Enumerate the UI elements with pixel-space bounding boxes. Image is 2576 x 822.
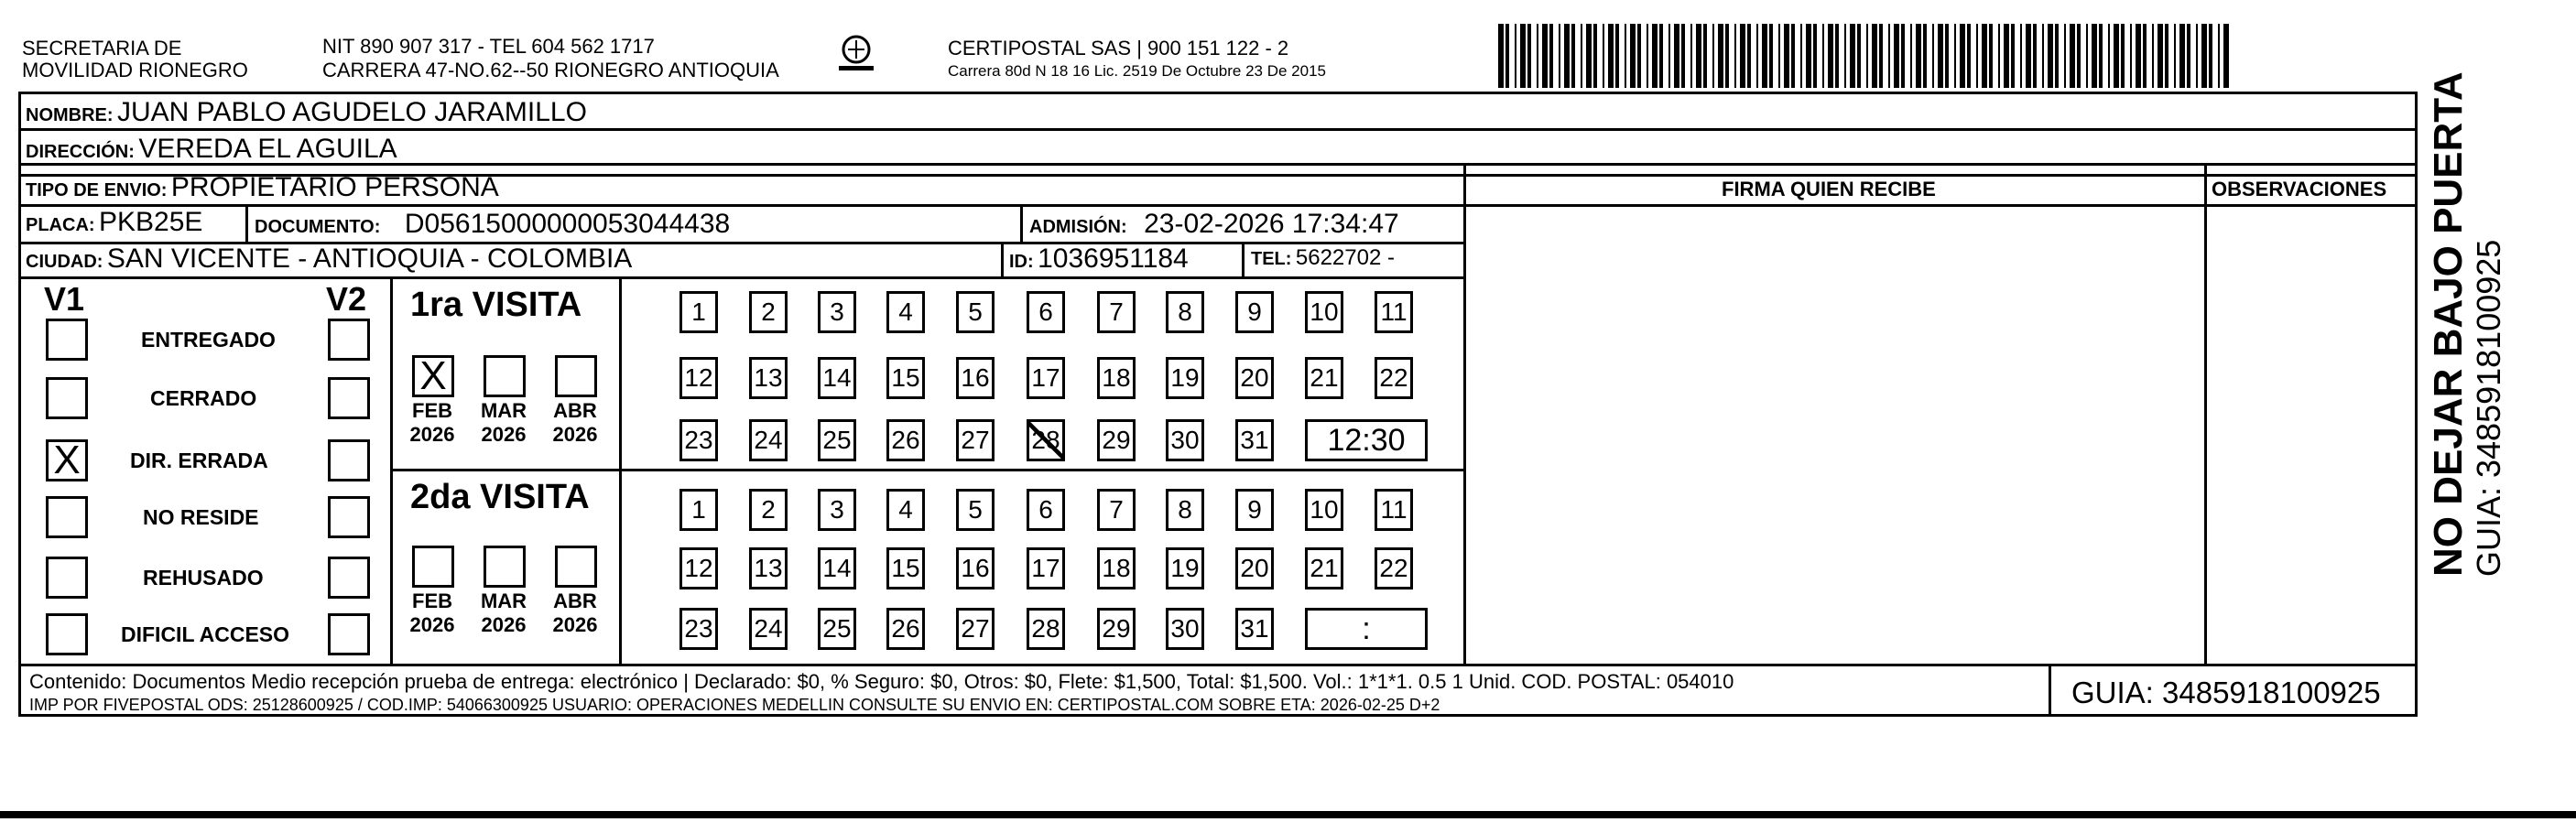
second-visit-day-box[interactable]: 23	[679, 608, 718, 650]
side-warning: NO DEJAR BAJO PUERTA	[2426, 71, 2471, 577]
first-visit-day-box[interactable]: 25	[818, 419, 856, 461]
v1-checkbox[interactable]: X	[46, 439, 88, 481]
first-visit-day-box[interactable]: 10	[1305, 291, 1343, 333]
month-checkbox-abr[interactable]	[555, 546, 597, 588]
observaciones-header: OBSERVACIONES	[2212, 178, 2387, 200]
tel-cell	[1251, 245, 1395, 271]
second-visit-day-box[interactable]: 29	[1097, 608, 1136, 650]
placa-value: PKB25E	[99, 207, 203, 237]
month-checkbox-feb[interactable]	[412, 546, 454, 588]
first-visit-day-box[interactable]: 26	[886, 419, 925, 461]
side-guia: GUIA: 3485918100925	[2470, 239, 2507, 577]
month-checkbox-feb[interactable]: X	[412, 355, 454, 397]
v2-checkbox[interactable]	[328, 557, 370, 599]
status-label: REHUSADO	[143, 566, 264, 589]
second-visit-day-box[interactable]: 1	[679, 489, 718, 531]
second-visit-day-box[interactable]: 25	[818, 608, 856, 650]
month-label: MAR	[480, 589, 527, 612]
tipo-value: PROPIETARIO PERSONA	[170, 172, 499, 202]
month-checkbox-abr[interactable]	[555, 355, 597, 397]
documento-label: DOCUMENTO:	[255, 217, 381, 237]
second-visit-day-box[interactable]: 5	[956, 489, 995, 531]
second-visit-day-box[interactable]: 3	[818, 489, 856, 531]
side-vertical-text	[2426, 71, 2518, 577]
first-visit-day-box[interactable]: 29	[1097, 419, 1136, 461]
first-visit-day-box[interactable]: 3	[818, 291, 856, 333]
address-line: CARRERA 47-NO.62--50 RIONEGRO ANTIOQUIA	[322, 59, 779, 81]
id-value: 1036951184	[1038, 243, 1189, 274]
first-visit-day-box[interactable]: 21	[1305, 357, 1343, 399]
second-visit-day-box[interactable]: 10	[1305, 489, 1343, 531]
company-line: CERTIPOSTAL SAS | 900 151 122 - 2	[948, 37, 1289, 59]
month-label: MAR	[480, 399, 527, 422]
sender-line-2: MOVILIDAD RIONEGRO	[22, 59, 248, 81]
first-visit-day-box[interactable]: 4	[886, 291, 925, 333]
tel-label: TEL:	[1251, 249, 1292, 269]
first-visit-title: 1ra VISITA	[410, 286, 582, 324]
status-label: NO RESIDE	[143, 505, 259, 529]
second-visit-day-box[interactable]: 21	[1305, 547, 1343, 589]
barcode	[1498, 24, 2231, 88]
second-visit-day-box[interactable]: 4	[886, 489, 925, 531]
id-cell	[1009, 243, 1189, 275]
status-label: DIFICIL ACCESO	[121, 622, 290, 646]
year-label: 2026	[409, 613, 455, 636]
second-visit-day-box[interactable]: 14	[818, 547, 856, 589]
first-visit-day-box[interactable]: 20	[1235, 357, 1274, 399]
ciudad-value: SAN VICENTE - ANTIOQUIA - COLOMBIA	[106, 243, 633, 274]
second-visit-title: 2da VISITA	[410, 478, 590, 516]
first-visit-day-box[interactable]: 23	[679, 419, 718, 461]
admision-label: ADMISIÓN:	[1029, 217, 1127, 237]
second-visit-day-box[interactable]: 12	[679, 547, 718, 589]
status-label: CERRADO	[150, 386, 257, 410]
v1-header: V1	[44, 280, 85, 318]
year-label: 2026	[481, 613, 527, 636]
nombre-label: NOMBRE:	[26, 105, 114, 125]
direccion-row	[26, 134, 397, 165]
certipostal-logo	[835, 33, 877, 75]
tipo-label: TIPO DE ENVIO:	[26, 180, 168, 200]
ciudad-row	[26, 243, 632, 275]
first-visit-day-box[interactable]: 8	[1166, 291, 1204, 333]
first-visit-day-box[interactable]: 31	[1235, 419, 1274, 461]
year-label: 2026	[481, 423, 527, 446]
bottom-border	[0, 811, 2576, 818]
v2-checkbox[interactable]	[328, 613, 370, 655]
second-visit-day-box[interactable]: 27	[956, 608, 995, 650]
month-label: FEB	[412, 589, 452, 612]
first-visit-day-box[interactable]: 15	[886, 357, 925, 399]
first-visit-day-box[interactable]: 11	[1375, 291, 1413, 333]
second-visit-day-box[interactable]: 9	[1235, 489, 1274, 531]
year-label: 2026	[409, 423, 455, 446]
first-visit-day-box[interactable]: 30	[1166, 419, 1204, 461]
v2-checkbox[interactable]	[328, 319, 370, 361]
first-visit-day-box[interactable]: 12	[679, 357, 718, 399]
first-visit-day-box[interactable]: 14	[818, 357, 856, 399]
documento-value: D05615000000053044438	[404, 209, 731, 239]
second-visit-day-box[interactable]: 30	[1166, 608, 1204, 650]
second-visit-day-box[interactable]: 11	[1375, 489, 1413, 531]
month-checkbox-mar[interactable]	[484, 355, 526, 397]
first-visit-day-box[interactable]: 22	[1375, 357, 1413, 399]
v2-header: V2	[326, 280, 367, 318]
license-line: Carrera 80d N 18 16 Lic. 2519 De Octubre 23 De 2015	[948, 62, 1326, 80]
first-visit-day-box[interactable]: 2	[749, 291, 788, 333]
second-visit-day-box[interactable]: 20	[1235, 547, 1274, 589]
first-visit-day-box[interactable]: 18	[1097, 357, 1136, 399]
first-visit-day-box[interactable]: 28	[1027, 419, 1065, 461]
second-visit-day-box[interactable]: 13	[749, 547, 788, 589]
first-visit-day-box[interactable]: 17	[1027, 357, 1065, 399]
status-label: DIR. ERRADA	[130, 449, 268, 472]
month-checkbox-mar[interactable]	[484, 546, 526, 588]
second-visit-day-box[interactable]: 24	[749, 608, 788, 650]
nit-line: NIT 890 907 317 - TEL 604 562 1717	[322, 35, 655, 58]
footer-guia: GUIA: 3485918100925	[2071, 676, 2381, 709]
tel-value: 5622702 -	[1295, 245, 1395, 270]
v2-checkbox[interactable]	[328, 439, 370, 481]
direccion-label: DIRECCIÓN:	[26, 142, 135, 162]
v1-checkbox[interactable]	[46, 496, 88, 538]
first-visit-day-box[interactable]: 24	[749, 419, 788, 461]
month-label: FEB	[412, 399, 452, 422]
second-visit-day-box[interactable]: 28	[1027, 608, 1065, 650]
tipo-row	[26, 172, 499, 203]
second-visit-time-box[interactable]: :	[1305, 608, 1428, 650]
second-visit-day-box[interactable]: 2	[749, 489, 788, 531]
first-visit-day-box[interactable]: 7	[1097, 291, 1136, 333]
second-visit-day-box[interactable]: 31	[1235, 608, 1274, 650]
status-label: ENTREGADO	[141, 328, 276, 352]
year-label: 2026	[552, 613, 598, 636]
month-label: ABR	[553, 399, 597, 422]
second-visit-day-box[interactable]: 22	[1375, 547, 1413, 589]
admision-cell	[1029, 209, 1399, 240]
year-label: 2026	[552, 423, 598, 446]
second-visit-day-box[interactable]: 15	[886, 547, 925, 589]
admision-value: 23-02-2026 17:34:47	[1144, 209, 1399, 239]
month-label: ABR	[553, 589, 597, 612]
first-visit-day-box[interactable]: 1	[679, 291, 718, 333]
first-visit-day-box[interactable]: 19	[1166, 357, 1204, 399]
first-visit-day-box[interactable]: 27	[956, 419, 995, 461]
v1-checkbox[interactable]	[46, 377, 88, 419]
footer-line-1: Contenido: Documentos Medio recepción prueba de entrega: electrónico | Declarado: $0, % Seguro: $0, Otros: $0, Flete: $1,500, Total: $1,500. Vol.: 1*1*1. 0.5 1 Unid. COD. POSTAL: 054010	[29, 670, 1734, 693]
first-visit-day-box[interactable]: 16	[956, 357, 995, 399]
footer-line-2: IMP POR FIVEPOSTAL ODS: 25128600925 / COD.IMP: 54066300925 USUARIO: OPERACIONES MEDELLIN CONSULTE SU ENVIO EN: CERTIPOSTAL.COM SOBRE ETA: 2026-02-25 D+2	[29, 696, 1440, 714]
v1-checkbox[interactable]	[46, 613, 88, 655]
nombre-row	[26, 97, 587, 128]
v1-checkbox[interactable]	[46, 557, 88, 599]
second-visit-day-box[interactable]: 16	[956, 547, 995, 589]
second-visit-day-box[interactable]: 26	[886, 608, 925, 650]
v1-checkbox[interactable]	[46, 319, 88, 361]
id-label: ID:	[1009, 252, 1034, 272]
placa-label: PLACA:	[26, 215, 95, 235]
second-visit-day-box[interactable]: 19	[1166, 547, 1204, 589]
first-visit-day-box[interactable]: 9	[1235, 291, 1274, 333]
second-visit-day-box[interactable]: 17	[1027, 547, 1065, 589]
direccion-value: VEREDA EL AGUILA	[138, 134, 397, 164]
v2-checkbox[interactable]	[328, 377, 370, 419]
second-visit-day-box[interactable]: 8	[1166, 489, 1204, 531]
first-visit-day-box[interactable]: 13	[749, 357, 788, 399]
placa-row	[26, 207, 202, 238]
first-visit-time-box[interactable]: 12:30	[1305, 419, 1428, 461]
firma-header: FIRMA QUIEN RECIBE	[1722, 178, 1936, 200]
documento-cell	[255, 209, 730, 240]
sender-line-1: SECRETARIA DE	[22, 37, 182, 59]
first-visit-day-box[interactable]: 6	[1027, 291, 1065, 333]
nombre-value: JUAN PABLO AGUDELO JARAMILLO	[117, 97, 587, 127]
first-visit-day-box[interactable]: 5	[956, 291, 995, 333]
v2-checkbox[interactable]	[328, 496, 370, 538]
second-visit-day-box[interactable]: 7	[1097, 489, 1136, 531]
second-visit-day-box[interactable]: 6	[1027, 489, 1065, 531]
second-visit-day-box[interactable]: 18	[1097, 547, 1136, 589]
ciudad-label: CIUDAD:	[26, 252, 103, 272]
